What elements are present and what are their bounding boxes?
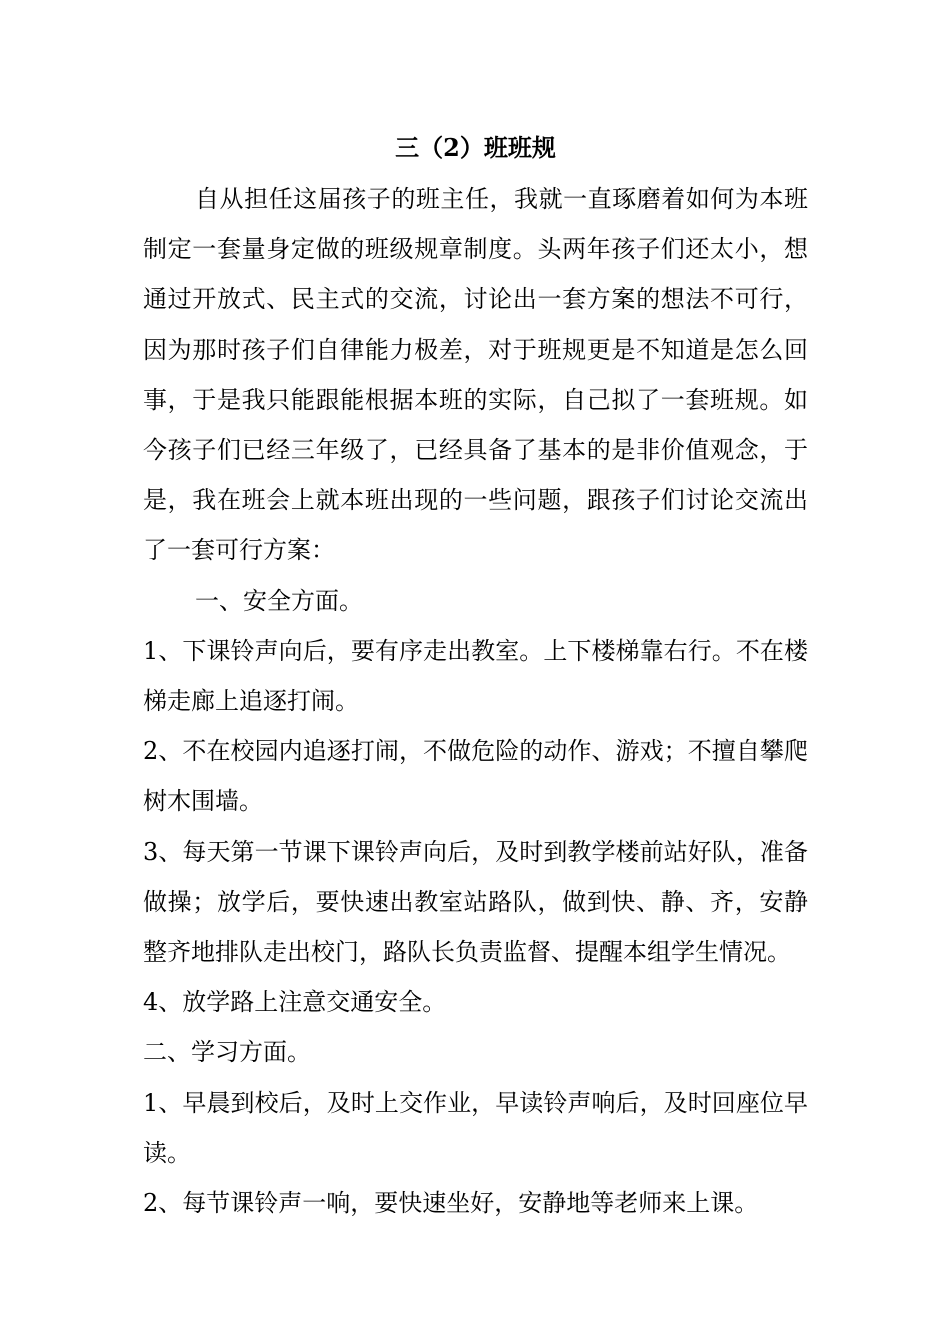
safety-rule-3: 3、每天第一节课下课铃声向后，及时到教学楼前站好队，准备做操；放学后，要快速出教室站路队，做到快、静、齐，安静整齐地排队走出校门，路队长负责监督、提醒本组学生情况。: [143, 837, 808, 967]
study-rule-2: 2、每节课铃声一响，要快速坐好，安静地等老师来上课。: [143, 1189, 759, 1218]
section-heading-study: 二、学习方面。: [143, 1038, 311, 1067]
safety-rule-1: 1、下课铃声向后，要有序走出教室。上下楼梯靠右行。不在楼梯走廊上追逐打闹。: [143, 636, 808, 716]
study-rule-1: 1、早晨到校后，及时上交作业，早读铃声响后，及时回座位早读。: [143, 1088, 808, 1167]
section-heading-safety: 一、安全方面。: [195, 586, 363, 615]
document-title: 三（2）班班规: [395, 133, 556, 162]
intro-paragraph: 自从担任这届孩子的班主任，我就一直琢磨着如何为本班制定一套量身定做的班级规章制度。头两年孩子们还太小，想通过开放式、民主式的交流，讨论出一套方案的想法不可行，因为那时孩子们自律能力极差，对于班规更是不知道是怎么回事，于是我只能跟能根据本班的实际，自己拟了一套班规。如今孩子们已经三年级了，已经具备了基本的是非价值观念，于是，我在班会上就本班出现的一些问题，跟孩子们讨论交流出了一套可行方案：: [143, 185, 808, 565]
document-page: [143, 128, 808, 1228]
safety-rule-4: 4、放学路上注意交通安全。: [143, 988, 447, 1017]
safety-rule-2: 2、不在校园内追逐打闹，不做危险的动作、游戏；不擅自攀爬树木围墙。: [143, 737, 808, 816]
